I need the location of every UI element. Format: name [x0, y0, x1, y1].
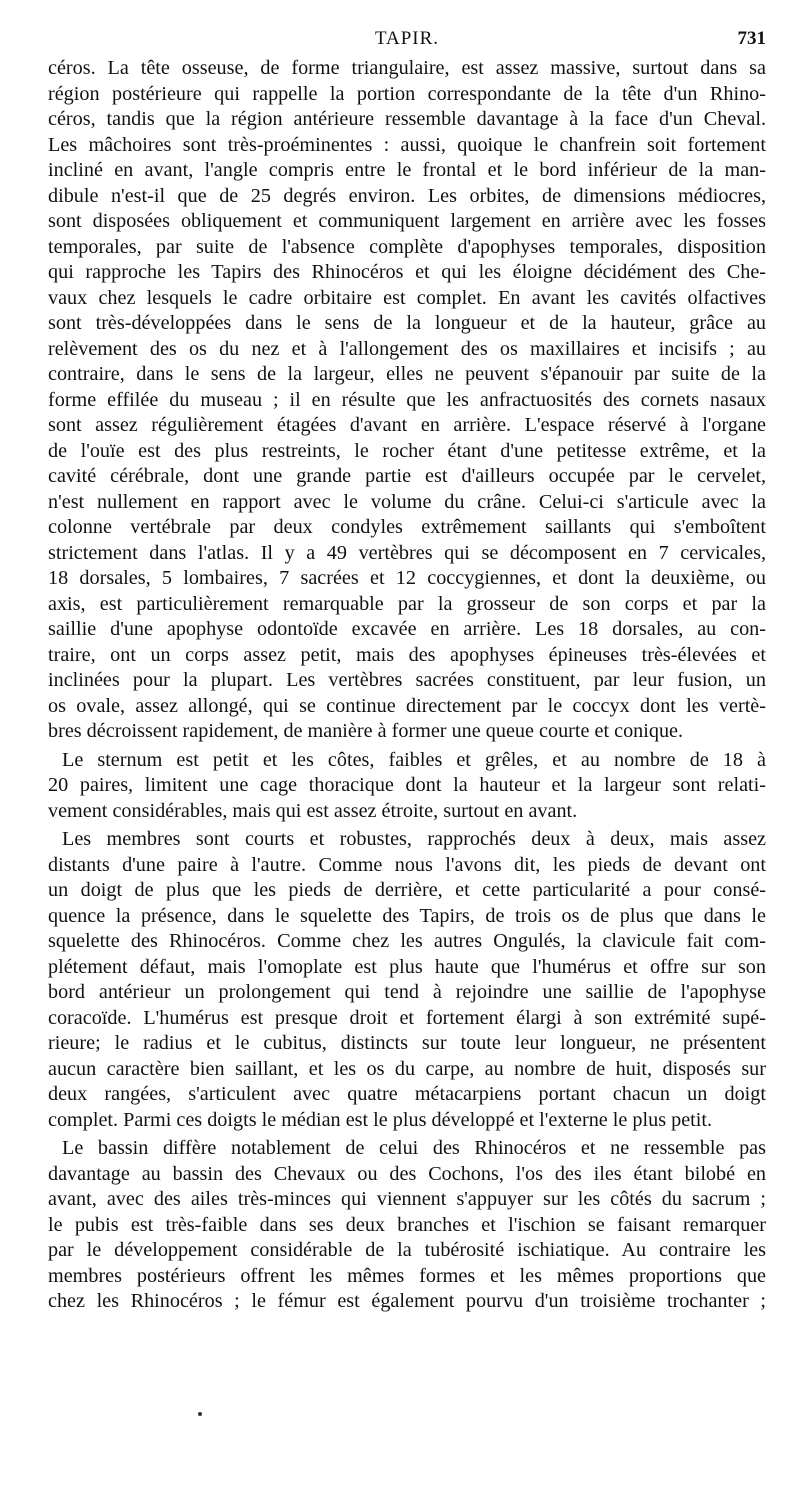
text-line: axis, est particulièrement remarquable par la grosseur de son corps et par la [48, 592, 766, 615]
text-line: cavité cérébrale, dont une grande partie est d'ailleurs occupée par le cervelet, [48, 465, 766, 487]
text-line: squelette des Rhinocéros. Comme chez les autres Ongulés, la clavicule fait com- [48, 930, 766, 952]
text-line: chez les Rhinocéros ; le fémur est également pourvu d'un troisième trochanter ; [48, 1290, 766, 1312]
text-line: 20 paires, limitent une cage thoracique dont la hauteur et la largeur sont relati- [48, 774, 766, 796]
text-line: temporales, par suite de l'absence complète d'apophyses temporales, disposition [48, 235, 766, 258]
body-text [48, 56, 766, 1315]
text-line: aucun caractère bien saillant, et les os du carpe, au nombre de huit, disposés sur [48, 1057, 766, 1080]
text-line: dibule n'est-il que de 25 degrés environ. Les orbites, de dimensions médiocres, [48, 184, 766, 207]
text-line: le pubis est très-faible dans ses deux branches et l'ischion se faisant remarquer [48, 1213, 766, 1236]
paragraph [48, 1136, 766, 1315]
text-line: deux rangées, s'articulent avec quatre métacarpiens portant chacun un doigt [48, 1083, 766, 1105]
text-line: région postérieure qui rappelle la portion correspondante de la tête d'un Rhino- [48, 82, 766, 105]
paragraph [48, 827, 766, 1133]
text-line: os ovale, assez allongé, qui se continue directement par le coccyx dont les vertè- [48, 694, 766, 717]
text-line: davantage au bassin des Chevaux ou des Cochons, l'os des iles étant bilobé en [48, 1162, 766, 1185]
paragraph [48, 748, 766, 825]
text-line: bres décroissent rapidement, de manière à former une queue courte et conique. [48, 720, 684, 742]
text-line: vaux chez lesquels le cadre orbitaire est complet. En avant les cavités olfactives [48, 286, 766, 309]
text-line: qui rapproche les Tapirs des Rhinocéros et qui les éloigne décidément des Che- [48, 261, 766, 283]
text-line: sont assez régulièrement étagées d'avant en arrière. L'espace réservé à l'organe [48, 414, 766, 436]
page-number: 731 [737, 28, 766, 49]
text-line: par le développement considérable de la tubérosité ischiatique. Au contraire les [48, 1239, 766, 1261]
running-head [48, 28, 766, 56]
text-line: céros, tandis que la région antérieure ressemble davantage à la face d'un Cheval. [48, 108, 766, 130]
text-line: rieure; le radius et le cubitus, distincts sur toute leur longueur, ne présentent [48, 1032, 766, 1054]
text-line: bord antérieur un prolongement qui tend à rejoindre une saillie de l'apophyse [48, 981, 766, 1003]
text-line: Les mâchoires sont très-proéminentes : aussi, quoique le chanfrein soit fortement [48, 133, 766, 156]
text-line: un doigt de plus que les pieds de derrière, et cette particularité a pour consé- [48, 879, 766, 901]
text-line: avant, avec des ailes très-minces qui viennent s'appuyer sur les côtés du sacrum ; [48, 1188, 766, 1210]
text-line: traire, ont un corps assez petit, mais des apophyses épineuses très-élevées et [48, 643, 766, 666]
text-line: céros. La tête osseuse, de forme triangulaire, est assez massive, surtout dans sa [48, 57, 766, 79]
ink-speck [198, 1412, 202, 1416]
text-line: strictement dans l'atlas. Il y a 49 vertèbres qui se décomposent en 7 cervicales, [48, 541, 766, 564]
text-line: Le sternum est petit et les côtes, faibles et grêles, et au nombre de 18 à [62, 748, 766, 771]
text-line: sont disposées obliquement et communiquent largement en arrière avec les fosses [48, 210, 766, 232]
text-line: coracoïde. L'humérus est presque droit et fortement élargi à son extrémité supé- [48, 1006, 766, 1029]
text-line: incliné en avant, l'angle compris entre le frontal et le bord inférieur de la man- [48, 159, 766, 181]
text-line: 18 dorsales, 5 lombaires, 7 sacrées et 12 coccygiennes, et dont la deuxième, ou [48, 567, 766, 589]
text-line: quence la présence, dans le squelette des Tapirs, de trois os de plus que dans le [48, 904, 766, 927]
text-line: complet. Parmi ces doigts le médian est le plus développé et l'externe le plus petit. [48, 1108, 713, 1131]
text-line: plétement défaut, mais l'omoplate est plus haute que l'humérus et offre sur son [48, 955, 766, 978]
book-page [48, 28, 766, 1315]
text-line: Les membres sont courts et robustes, rapprochés deux à deux, mais assez [62, 828, 766, 850]
text-line: de l'ouïe est des plus restreints, le rocher étant d'une petitesse extrême, et la [48, 439, 766, 462]
text-line: inclinées pour la plupart. Les vertèbres sacrées constituent, par leur fusion, un [48, 669, 766, 691]
text-line: membres postérieurs offrent les mêmes formes et les mêmes proportions que [48, 1264, 766, 1287]
running-title: TAPIR. [374, 28, 440, 49]
paragraph [48, 56, 766, 745]
text-line: vement considérables, mais qui est assez étroite, surtout en avant. [48, 799, 578, 822]
text-line: sont très-développées dans le sens de la longueur et de la hauteur, grâce au [48, 312, 766, 334]
text-line: distants d'une paire à l'autre. Comme nous l'avons dit, les pieds de devant ont [48, 853, 766, 876]
text-line: forme effilée du museau ; il en résulte que les anfractuosités des cornets nasaux [48, 388, 766, 411]
text-line: colonne vertébrale par deux condyles extrêmement saillants qui s'emboîtent [48, 516, 766, 538]
text-line: n'est nullement en rapport avec le volume du crâne. Celui-ci s'articule avec la [48, 490, 766, 513]
text-line: Le bassin diffère notablement de celui des Rhinocéros et ne ressemble pas [62, 1137, 766, 1159]
text-line: relèvement des os du nez et à l'allongement des os maxillaires et incisifs ; au [48, 337, 766, 360]
text-line: saillie d'une apophyse odontoïde excavée en arrière. Les 18 dorsales, au con- [48, 618, 766, 640]
text-line: contraire, dans le sens de la largeur, elles ne peuvent s'épanouir par suite de la [48, 363, 766, 385]
